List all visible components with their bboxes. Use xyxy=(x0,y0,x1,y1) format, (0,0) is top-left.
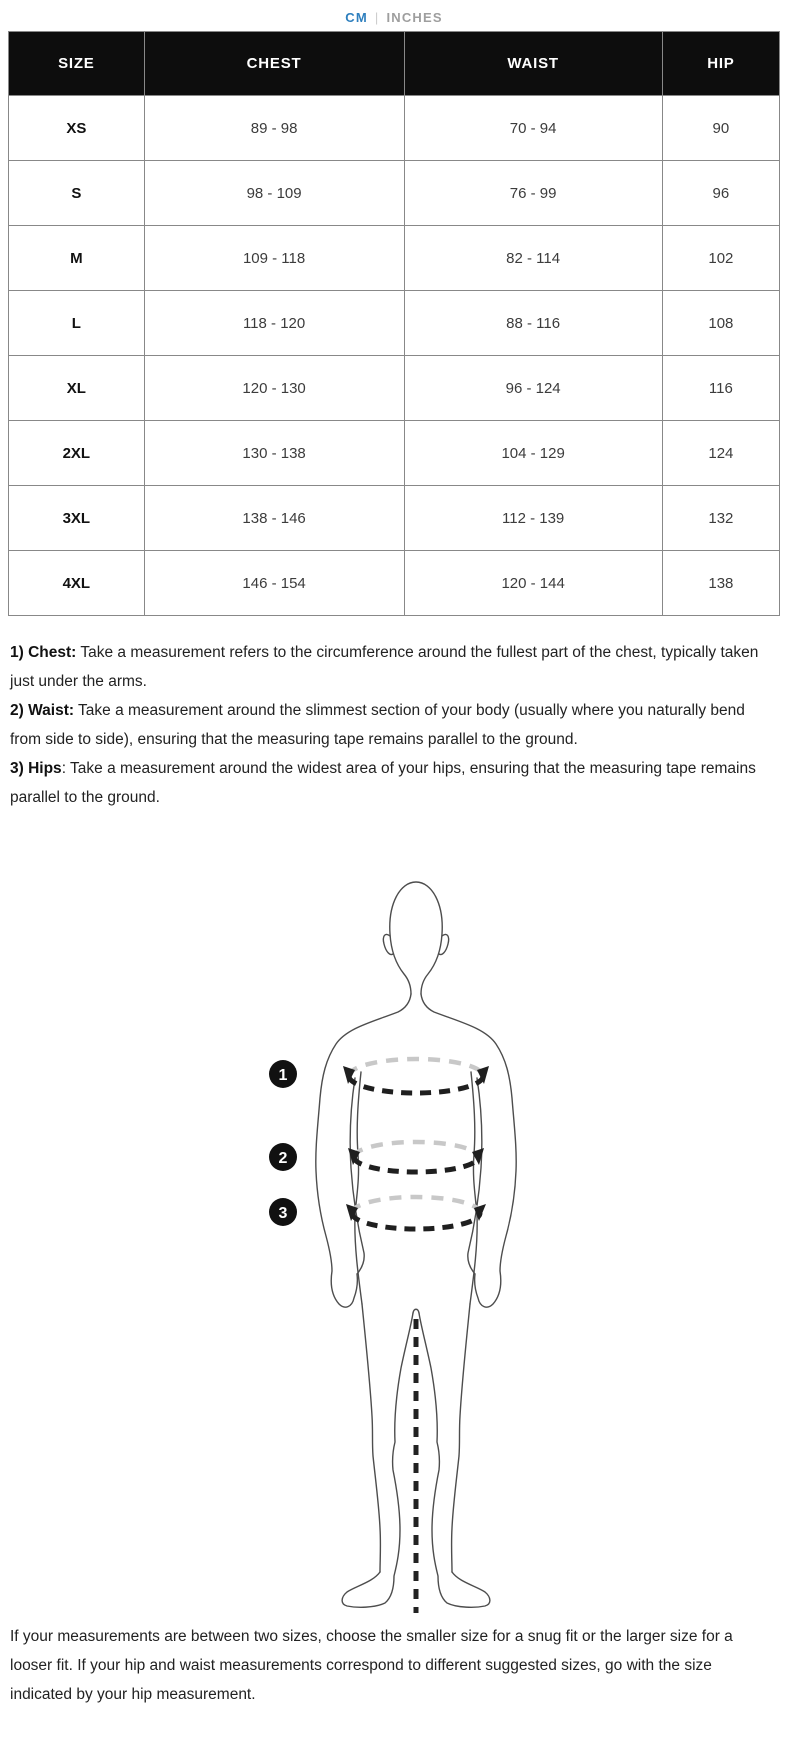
cell-waist: 112 - 139 xyxy=(404,486,662,551)
cell-waist: 76 - 99 xyxy=(404,161,662,226)
table-row xyxy=(9,551,780,616)
cell-waist: 104 - 129 xyxy=(404,421,662,486)
cell-waist: 82 - 114 xyxy=(404,226,662,291)
cell-hip: 132 xyxy=(662,486,779,551)
cell-size: L xyxy=(9,291,145,356)
cell-size: 3XL xyxy=(9,486,145,551)
cell-hip: 90 xyxy=(662,96,779,161)
table-row xyxy=(9,486,780,551)
body-outline-icon xyxy=(316,882,516,1607)
cell-waist: 120 - 144 xyxy=(404,551,662,616)
cell-chest: 146 - 154 xyxy=(144,551,404,616)
hip-tape-icon xyxy=(346,1197,486,1229)
header-waist: WAIST xyxy=(404,32,662,96)
table-row xyxy=(9,356,780,421)
fit-advice-text: If your measurements are between two sizes, choose the smaller size for a snug fit or the larger size for a looser fit. If your hip and waist measurements correspond to different suggested sizes, go with the size indicated by your hip measurement. xyxy=(10,1628,733,1703)
unit-tabs xyxy=(0,0,788,25)
cell-hip: 124 xyxy=(662,421,779,486)
marker-chest-number: 1 xyxy=(278,1067,288,1084)
cell-chest: 118 - 120 xyxy=(144,291,404,356)
note-waist: 2) Waist: Take a measurement around the slimmest section of your body (usually where you naturally bend from side to side), ensuring that the measuring tape remains parallel to the ground. xyxy=(10,702,745,748)
cell-size: XS xyxy=(9,96,145,161)
header-size: SIZE xyxy=(9,32,145,96)
cell-hip: 102 xyxy=(662,226,779,291)
header-hip: HIP xyxy=(662,32,779,96)
marker-waist-number: 2 xyxy=(278,1150,288,1167)
cell-size: 4XL xyxy=(9,551,145,616)
cell-chest: 109 - 118 xyxy=(144,226,404,291)
cell-chest: 130 - 138 xyxy=(144,421,404,486)
table-row xyxy=(9,421,780,486)
cell-size: XL xyxy=(9,356,145,421)
chest-tape-icon xyxy=(343,1059,489,1093)
tab-cm[interactable]: CM xyxy=(345,10,368,25)
table-row xyxy=(9,161,780,226)
diagram-markers xyxy=(269,1060,297,1226)
table-row xyxy=(9,96,780,161)
tab-divider: | xyxy=(374,10,380,25)
cell-hip: 96 xyxy=(662,161,779,226)
cell-chest: 98 - 109 xyxy=(144,161,404,226)
cell-size: S xyxy=(9,161,145,226)
cell-size: M xyxy=(9,226,145,291)
note-hips: 3) Hips: Take a measurement around the widest area of your hips, ensuring that the measuring tape remains parallel to the ground. xyxy=(10,760,756,806)
cell-hip: 116 xyxy=(662,356,779,421)
size-chart-table xyxy=(8,31,780,616)
cell-waist: 70 - 94 xyxy=(404,96,662,161)
cell-waist: 88 - 116 xyxy=(404,291,662,356)
table-row xyxy=(9,226,780,291)
cell-chest: 120 - 130 xyxy=(144,356,404,421)
table-row xyxy=(9,291,780,356)
cell-hip: 108 xyxy=(662,291,779,356)
cell-chest: 138 - 146 xyxy=(144,486,404,551)
table-header-row xyxy=(9,32,780,96)
header-chest: CHEST xyxy=(144,32,404,96)
waist-tape-icon xyxy=(348,1142,484,1172)
cell-size: 2XL xyxy=(9,421,145,486)
measurement-notes xyxy=(10,638,778,812)
body-diagram xyxy=(230,876,560,1616)
cell-chest: 89 - 98 xyxy=(144,96,404,161)
cell-waist: 96 - 124 xyxy=(404,356,662,421)
note-chest: 1) Chest: Take a measurement refers to the circumference around the fullest part of the chest, typically taken just under the arms. xyxy=(10,644,759,690)
cell-hip: 138 xyxy=(662,551,779,616)
marker-hips-number: 3 xyxy=(278,1205,288,1222)
tab-inches[interactable]: INCHES xyxy=(386,10,443,25)
